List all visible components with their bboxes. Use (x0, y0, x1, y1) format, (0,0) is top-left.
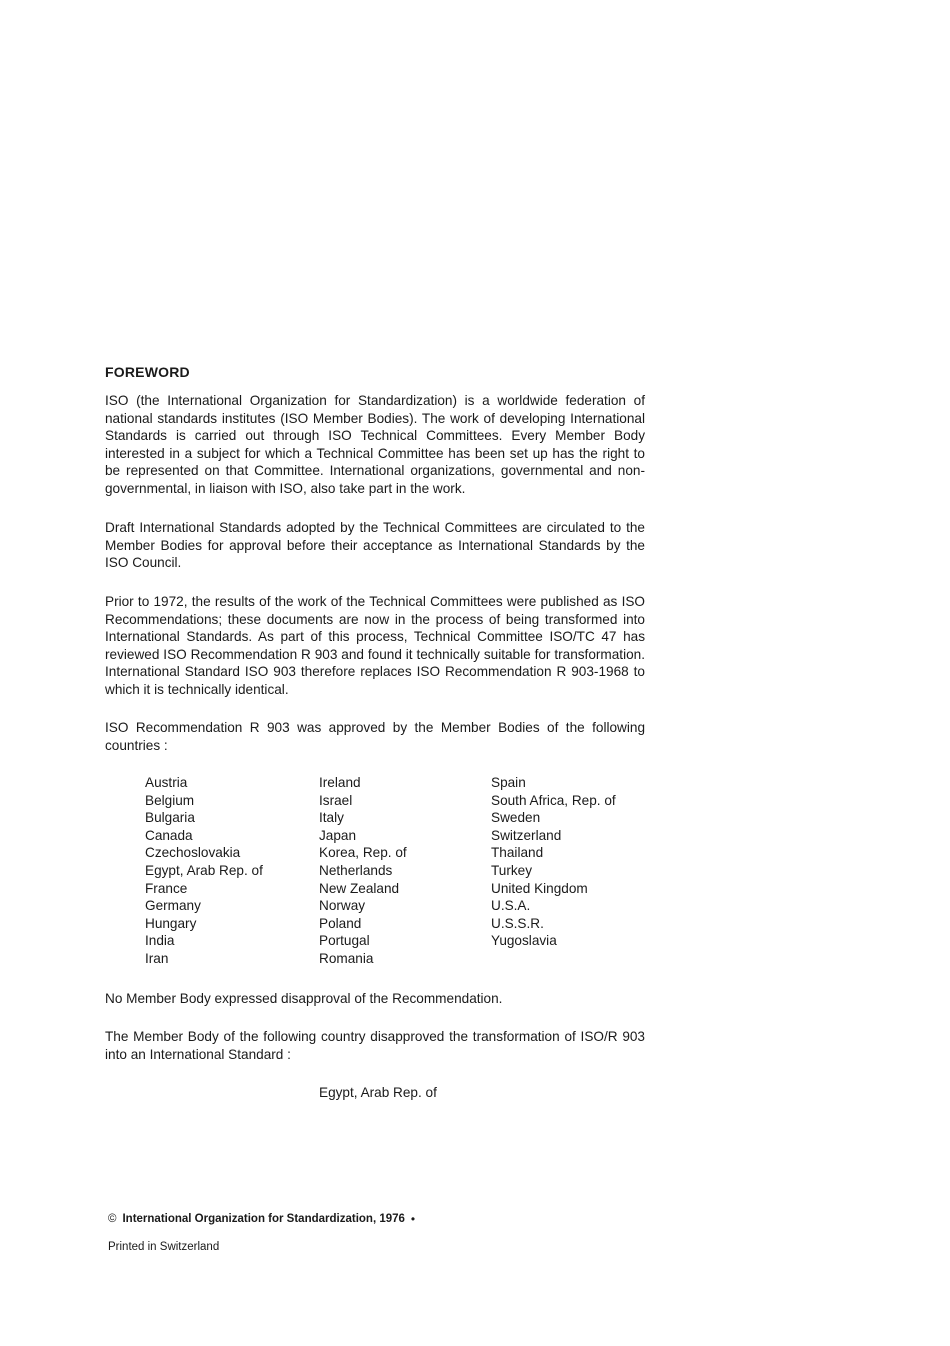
disapproving-country: Egypt, Arab Rep. of (319, 1085, 437, 1100)
country-item: Korea, Rep. of (319, 845, 407, 861)
country-item: Japan (319, 827, 357, 843)
country-item: Ireland (319, 775, 361, 790)
country-item: Romania (319, 950, 374, 966)
country-item: Netherlands (319, 862, 393, 878)
country-item: United Kingdom (491, 880, 588, 896)
country-item: Thailand (491, 845, 544, 861)
foreword-paragraph-4: ISO Recommendation R 903 was approved by the Member Bodies of the following countries : (105, 720, 645, 753)
no-disapproval-statement: No Member Body expressed disapproval of the Recommendation. (105, 991, 503, 1006)
printed-in: Printed in Switzerland (108, 1241, 220, 1253)
country-item: Norway (319, 898, 366, 914)
country-item: Austria (145, 775, 188, 790)
country-item: New Zealand (319, 880, 400, 896)
country-item: Germany (145, 898, 201, 914)
country-list-column-3 (491, 774, 616, 950)
country-item: Yugoslavia (491, 933, 557, 949)
country-item: U.S.A. (491, 898, 531, 914)
foreword-heading: FOREWORD (105, 364, 190, 380)
country-item: Sweden (491, 810, 541, 826)
copyright-icon: © (108, 1213, 117, 1225)
foreword-paragraph-3: Prior to 1972, the results of the work of the Technical Committees were published as ISO Recommendations; these documents are now in the process of being transformed into International Standards. As part of this process, Technical Committee ISO/TC 47 has reviewed ISO Recommendation R 903 and found it technically suitable for transformation. International Standard ISO 903 therefore replaces ISO Recommendation R 903-1968 to which it is technically identical. (105, 594, 645, 697)
country-item: Israel (319, 792, 353, 808)
country-item: Italy (319, 810, 344, 826)
country-item: Switzerland (491, 827, 562, 843)
country-list-column-1 (145, 774, 263, 968)
country-item: India (145, 933, 175, 949)
foreword-paragraph-1: ISO (the International Organization for Standardization) is a worldwide federation of national standards institutes (ISO Member Bodies). The work of developing International Standards is carried out through ISO Technical Committees. Every Member Body interested in a subject for which a Technical Committee has been set up has the right to be represented on that Committee. International organizations, governmental and non-governmental, in liaison with ISO, also take part in the work. (105, 393, 645, 496)
country-item: Czechoslovakia (145, 845, 241, 861)
country-item: Spain (491, 775, 526, 790)
country-item: Belgium (145, 792, 195, 808)
copyright-text: International Organization for Standardization, 1976 (122, 1213, 405, 1225)
country-item: Portugal (319, 933, 370, 949)
country-item: Iran (145, 950, 169, 966)
country-item: Poland (319, 915, 362, 931)
country-item: Turkey (491, 862, 533, 878)
foreword-paragraph-2: Draft International Standards adopted by the Technical Committees are circulated to the Member Bodies for approval before their acceptance as International Standards by the ISO Council. (105, 520, 645, 571)
country-list-column-2 (319, 774, 407, 968)
bullet-icon: • (410, 1212, 416, 1226)
country-item: Canada (145, 827, 193, 843)
disapproval-intro: The Member Body of the following country disapproved the transformation of ISO/R 903 into an International Standard : (105, 1029, 645, 1062)
country-item: France (145, 880, 188, 896)
country-item: South Africa, Rep. of (491, 792, 616, 808)
country-item: Bulgaria (145, 810, 195, 826)
copyright-line (108, 1212, 415, 1226)
country-item: U.S.S.R. (491, 915, 544, 931)
country-item: Hungary (145, 915, 197, 931)
country-item: Egypt, Arab Rep. of (145, 862, 263, 878)
